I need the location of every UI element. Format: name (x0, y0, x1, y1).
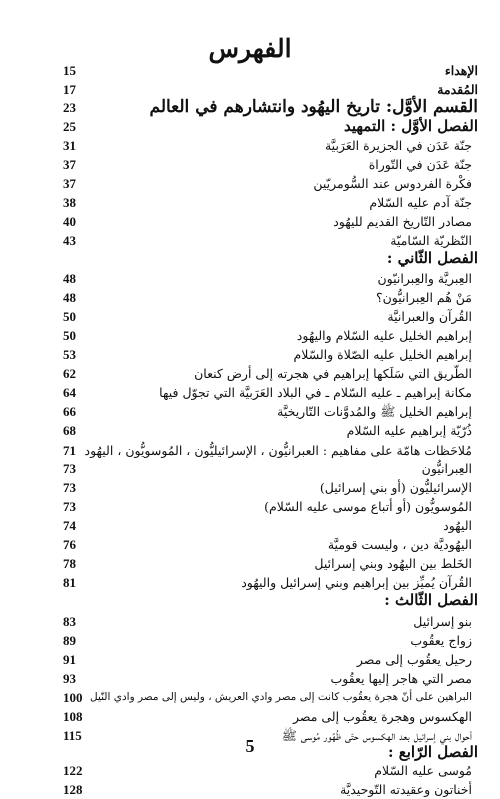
page-ref: 89 (63, 633, 76, 648)
page-ref: 128 (63, 782, 83, 797)
toc-entry-text: الفصل الأوَّل : التمهيد (343, 117, 478, 135)
page-ref: 37 (63, 176, 76, 191)
toc-row (30, 402, 478, 421)
toc-row (30, 136, 478, 155)
toc-row (30, 573, 478, 592)
toc-entry-text: إبراهيم الخليل عليه السّلام واليهُود (296, 328, 472, 343)
page-ref: 31 (63, 138, 76, 153)
toc-entry-text: مكانة إبراهيم ـ عليه السّلام ـ في البلاد العَرَبيَّة التي تجوّل فيها (159, 385, 472, 400)
toc-entry-text: الإسرائيليُّون (أو بني إسرائيل) (319, 480, 472, 495)
toc-entry-text: البراهين على أنّ هجرة يعقُوب كانت إلى مصر وادي العريش ، وليس إلى مصر وادي النّيل (90, 691, 472, 703)
page-ref: 64 (63, 385, 76, 400)
toc-row (30, 669, 478, 688)
toc-entry-text: الفصل الثّاني : (386, 249, 478, 267)
page-ref: 74 (63, 518, 76, 533)
page-ref: 37 (63, 157, 76, 172)
page-ref: 73 (63, 480, 76, 495)
toc-entry-text: رحيل يعقُوب إلى مصر (356, 652, 472, 667)
page-title: الفهرس (208, 34, 292, 63)
toc-row (30, 707, 478, 726)
toc-row (30, 307, 478, 326)
toc-row (30, 345, 478, 364)
page-ref: 78 (63, 556, 76, 571)
toc-entry-text: الهكسوس وهجرة يعقُوب إلى مصر (292, 709, 472, 724)
page-ref: 40 (63, 214, 76, 229)
page-ref: 62 (63, 366, 76, 381)
page-ref: 25 (63, 119, 76, 134)
toc-entry-text: فكْرة الفردوس عند السُّومريّين (313, 176, 472, 191)
toc-row (30, 288, 478, 307)
toc-entry-text: مُوسى عليه السّلام (374, 763, 472, 778)
page-ref: 66 (63, 404, 76, 419)
toc-entry-text: مُلاحَظات هامّة على مفاهيم : العبرانيُّون ، الإسرائيليُّون ، المُوسويُّون ، اليهُود (84, 443, 472, 458)
page-ref: 115 (63, 728, 82, 743)
toc-section-heading (30, 98, 478, 117)
toc-entry-text: العِبريَّة والعِبرانيّون (377, 271, 472, 286)
page-ref: 76 (63, 537, 76, 552)
toc-entry-text: الخَلط بين اليهُود وبني إسرائيل (314, 556, 472, 571)
toc-entry-text: القسم الأوَّل: تاريخ اليهُود وانتشارهم في العالم (149, 97, 478, 117)
toc-entry-text: المُوسويُّون (أو أتباع موسى عليه السّلام) (264, 499, 472, 514)
toc-entry-text: اليهُود (443, 518, 472, 533)
page-ref: 15 (63, 63, 76, 78)
toc-chapter-heading (30, 249, 478, 268)
toc-entry-text: الإهداء (444, 63, 478, 78)
toc-row (30, 269, 478, 288)
toc-row (30, 174, 478, 193)
page-ref: 71 (63, 443, 76, 458)
toc-row (30, 780, 478, 799)
page-ref: 48 (63, 290, 76, 305)
page-ref: 73 (63, 499, 76, 514)
toc-row (30, 516, 478, 535)
page-ref: 122 (63, 763, 83, 778)
toc-entry-text: النّظريّة السّاميّة (390, 233, 472, 248)
toc-row (30, 364, 478, 383)
toc-entry-text: إبراهيم الخليل عليه الصّلاة والسّلام (293, 347, 472, 362)
toc-entry-text: مصر التي هاجر إليها يعقُوب (330, 671, 472, 686)
toc-entry-text: القُرآن والعبرانيَّة (387, 309, 472, 324)
toc-entry-text: زواج يعقُوب (410, 633, 472, 648)
toc-entry-text: جنّة عَدَن في التّوراة (368, 157, 472, 172)
page-ref: 73 (63, 461, 76, 476)
toc-row (30, 554, 478, 573)
toc-entry-text: ذُرّيّة إبراهيم عليه السّلام (346, 423, 472, 438)
page-ref: 38 (63, 195, 76, 210)
toc-row (30, 761, 478, 780)
toc-row (30, 497, 478, 516)
toc-row (30, 478, 478, 497)
toc-row (30, 421, 478, 440)
page-ref: 23 (63, 100, 76, 115)
toc-row (30, 326, 478, 345)
toc-entry-text: المُقدمة (437, 82, 478, 97)
toc-entry-text: الفصل الرّابع : (387, 743, 478, 761)
page-ref: 108 (63, 709, 83, 724)
page-ref: 48 (63, 271, 76, 286)
toc-row (30, 61, 478, 80)
page-ref: 43 (63, 233, 76, 248)
page-ref: 50 (63, 328, 76, 343)
toc-row (30, 459, 478, 478)
toc-row (30, 688, 478, 707)
toc-row (30, 650, 478, 669)
page-number: 5 (245, 736, 255, 756)
toc-row (30, 441, 478, 460)
toc-row (30, 231, 478, 250)
toc-entry-text: العِبرانيُّون (421, 461, 472, 476)
toc-entry-text: أخناتون وعقيدته التّوحيديَّة (340, 782, 472, 797)
toc-entry-text: جنّة آدم عليه السّلام (369, 195, 472, 210)
page-ref: 68 (63, 423, 76, 438)
toc-row (30, 535, 478, 554)
toc-entry-text: مَنْ هُم العِبرانيُّون؟ (375, 290, 472, 305)
toc-row (30, 212, 478, 231)
page-ref: 91 (63, 652, 76, 667)
toc-chapter-heading (30, 591, 478, 610)
page-ref: 81 (63, 575, 76, 590)
toc-entry-text: أحوال بني إسرائيل بعد الهكسوس حتّى ظُهُور مُوسى ﷺ (281, 728, 472, 743)
page-ref: 83 (63, 614, 76, 629)
page-ref: 53 (63, 347, 76, 362)
toc-row (30, 631, 478, 650)
page-ref: 100 (63, 690, 83, 705)
page-ref: 50 (63, 309, 76, 324)
toc-entry-text: اليهُوديَّة دين ، وليست قوميَّة (327, 537, 472, 552)
toc-entry-text: الفصل الثّالث : (384, 591, 478, 609)
toc-entry-text: الطّريق التي سَلَكها إبراهيم في هجرته إلى أرض كنعان (194, 366, 472, 381)
toc-row (30, 612, 478, 631)
toc-chapter-heading (30, 117, 478, 136)
page-ref: 17 (63, 82, 76, 97)
toc-entry-text: مصادر التّاريخ القديم لليهُود (333, 214, 472, 229)
toc-entry-text: القُرآن يُميِّز بين إبراهيم وبني إسرائيل واليهُود (241, 575, 472, 590)
page-ref: 93 (63, 671, 76, 686)
toc-row (30, 155, 478, 174)
toc-row (30, 383, 478, 402)
toc-entry-text: بنو إسرائيل (413, 614, 472, 629)
toc-entry-text: جنّة عَدَن في الجزيرة العَرَبيَّة (324, 138, 472, 153)
toc-entry-text: إبراهيم الخليل ﷺ والمُدوَّنات التّاريخيَّة (277, 404, 472, 419)
toc-row (30, 193, 478, 212)
